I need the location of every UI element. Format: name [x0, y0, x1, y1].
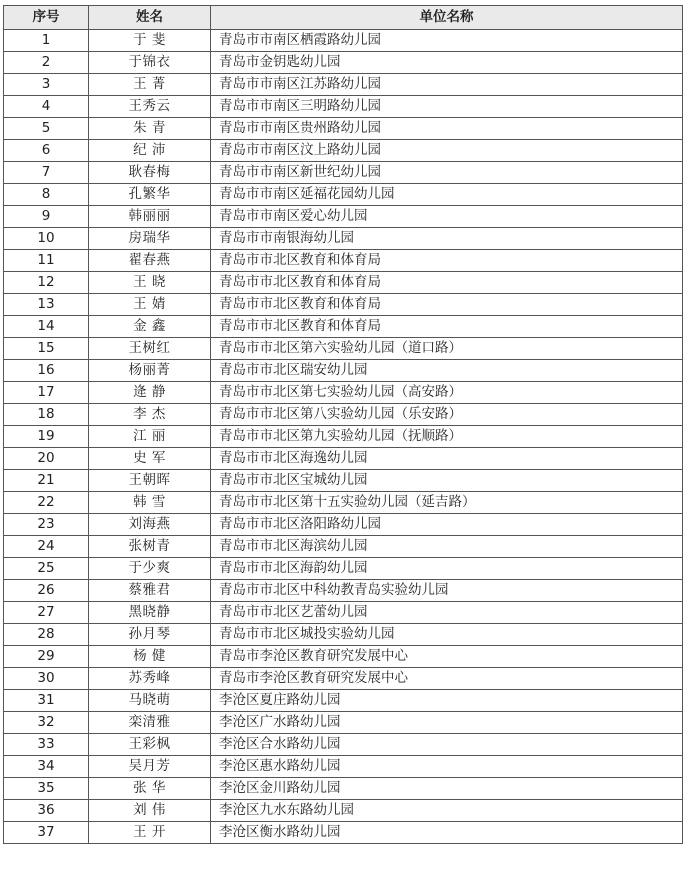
- row-org-cell: 青岛市市北区第七实验幼儿园（高安路）: [211, 382, 683, 404]
- table-row: [4, 558, 683, 580]
- table-row: [4, 338, 683, 360]
- row-name-cell: 马晓萌: [89, 690, 211, 712]
- table-row: [4, 74, 683, 96]
- row-name-cell: 于锦衣: [89, 52, 211, 74]
- table-row: [4, 712, 683, 734]
- table-row: [4, 822, 683, 844]
- row-name-cell: 张树青: [89, 536, 211, 558]
- row-org-cell: 青岛市市北区瑞安幼儿园: [211, 360, 683, 382]
- row-index-cell: 14: [4, 316, 89, 338]
- row-org-cell: 青岛市市南区爱心幼儿园: [211, 206, 683, 228]
- row-org-cell: 青岛市市南区栖霞路幼儿园: [211, 30, 683, 52]
- row-index-cell: 17: [4, 382, 89, 404]
- row-index-cell: 22: [4, 492, 89, 514]
- row-org-cell: 青岛市金钥匙幼儿园: [211, 52, 683, 74]
- table-row: [4, 514, 683, 536]
- row-org-cell: 青岛市市南区贵州路幼儿园: [211, 118, 683, 140]
- row-org-cell: 李沧区夏庄路幼儿园: [211, 690, 683, 712]
- row-index-cell: 18: [4, 404, 89, 426]
- row-name-cell: 杨 健: [89, 646, 211, 668]
- row-name-cell: 刘 伟: [89, 800, 211, 822]
- row-index-cell: 25: [4, 558, 89, 580]
- table-row: [4, 690, 683, 712]
- row-name-cell: 王 晓: [89, 272, 211, 294]
- row-index-cell: 31: [4, 690, 89, 712]
- table-row: [4, 536, 683, 558]
- row-org-cell: 青岛市李沧区教育研究发展中心: [211, 646, 683, 668]
- row-org-cell: 青岛市市南区延福花园幼儿园: [211, 184, 683, 206]
- table-row: [4, 316, 683, 338]
- row-org-cell: 青岛市市北区第六实验幼儿园（道口路）: [211, 338, 683, 360]
- table-row: [4, 426, 683, 448]
- row-index-cell: 23: [4, 514, 89, 536]
- row-org-cell: 青岛市市北区教育和体育局: [211, 272, 683, 294]
- row-org-cell: 李沧区金川路幼儿园: [211, 778, 683, 800]
- row-name-cell: 江 丽: [89, 426, 211, 448]
- row-org-cell: 李沧区衡水路幼儿园: [211, 822, 683, 844]
- row-index-cell: 10: [4, 228, 89, 250]
- row-org-cell: 李沧区广水路幼儿园: [211, 712, 683, 734]
- roster-table: [3, 5, 683, 844]
- row-index-cell: 26: [4, 580, 89, 602]
- row-org-cell: 青岛市市北区宝城幼儿园: [211, 470, 683, 492]
- row-name-cell: 王彩枫: [89, 734, 211, 756]
- row-index-cell: 5: [4, 118, 89, 140]
- row-index-cell: 29: [4, 646, 89, 668]
- table-row: [4, 646, 683, 668]
- row-name-cell: 王 开: [89, 822, 211, 844]
- row-name-cell: 孙月琴: [89, 624, 211, 646]
- row-name-cell: 吴月芳: [89, 756, 211, 778]
- table-row: [4, 118, 683, 140]
- row-name-cell: 朱 青: [89, 118, 211, 140]
- row-name-cell: 栾清雅: [89, 712, 211, 734]
- row-org-cell: 青岛市市北区海韵幼儿园: [211, 558, 683, 580]
- row-org-cell: 青岛市市北区艺蕾幼儿园: [211, 602, 683, 624]
- row-org-cell: 青岛市市南区三明路幼儿园: [211, 96, 683, 118]
- row-index-cell: 27: [4, 602, 89, 624]
- row-name-cell: 王 婧: [89, 294, 211, 316]
- row-org-cell: 青岛市市南区汶上路幼儿园: [211, 140, 683, 162]
- table-header: [4, 6, 683, 30]
- table-row: [4, 602, 683, 624]
- row-name-cell: 刘海燕: [89, 514, 211, 536]
- row-org-cell: 李沧区九水东路幼儿园: [211, 800, 683, 822]
- table-row: [4, 184, 683, 206]
- table-row: [4, 360, 683, 382]
- row-index-cell: 36: [4, 800, 89, 822]
- table-row: [4, 250, 683, 272]
- row-name-cell: 李 杰: [89, 404, 211, 426]
- table-row: [4, 668, 683, 690]
- row-org-cell: 青岛市市北区洛阳路幼儿园: [211, 514, 683, 536]
- row-name-cell: 史 军: [89, 448, 211, 470]
- table-row: [4, 140, 683, 162]
- row-org-cell: 青岛市市北区第九实验幼儿园（抚顺路）: [211, 426, 683, 448]
- table-row: [4, 294, 683, 316]
- row-name-cell: 孔繁华: [89, 184, 211, 206]
- row-org-cell: 青岛市市北区教育和体育局: [211, 250, 683, 272]
- row-index-cell: 12: [4, 272, 89, 294]
- table-row: [4, 162, 683, 184]
- row-name-cell: 黑晓静: [89, 602, 211, 624]
- row-index-cell: 35: [4, 778, 89, 800]
- header-name: 姓名: [89, 6, 211, 30]
- row-index-cell: 4: [4, 96, 89, 118]
- row-index-cell: 9: [4, 206, 89, 228]
- row-index-cell: 16: [4, 360, 89, 382]
- row-name-cell: 韩丽丽: [89, 206, 211, 228]
- row-org-cell: 青岛市市北区第十五实验幼儿园（延吉路）: [211, 492, 683, 514]
- row-index-cell: 13: [4, 294, 89, 316]
- header-org: 单位名称: [211, 6, 683, 30]
- row-name-cell: 于少爽: [89, 558, 211, 580]
- row-index-cell: 21: [4, 470, 89, 492]
- table-row: [4, 492, 683, 514]
- row-index-cell: 32: [4, 712, 89, 734]
- row-name-cell: 翟春燕: [89, 250, 211, 272]
- row-index-cell: 30: [4, 668, 89, 690]
- row-name-cell: 于 斐: [89, 30, 211, 52]
- table-body: [4, 30, 683, 844]
- table-row: [4, 800, 683, 822]
- row-name-cell: 耿春梅: [89, 162, 211, 184]
- table-row: [4, 382, 683, 404]
- table-row: [4, 624, 683, 646]
- row-org-cell: 青岛市市南银海幼儿园: [211, 228, 683, 250]
- row-index-cell: 1: [4, 30, 89, 52]
- table-row: [4, 448, 683, 470]
- table-row: [4, 404, 683, 426]
- row-name-cell: 纪 沛: [89, 140, 211, 162]
- row-index-cell: 24: [4, 536, 89, 558]
- row-name-cell: 王树红: [89, 338, 211, 360]
- row-name-cell: 房瑞华: [89, 228, 211, 250]
- row-name-cell: 王朝晖: [89, 470, 211, 492]
- row-name-cell: 王秀云: [89, 96, 211, 118]
- row-org-cell: 青岛市市北区教育和体育局: [211, 294, 683, 316]
- row-org-cell: 青岛市市北区第八实验幼儿园（乐安路）: [211, 404, 683, 426]
- row-index-cell: 19: [4, 426, 89, 448]
- row-index-cell: 3: [4, 74, 89, 96]
- row-org-cell: 青岛市李沧区教育研究发展中心: [211, 668, 683, 690]
- table-row: [4, 580, 683, 602]
- table-row: [4, 470, 683, 492]
- row-index-cell: 2: [4, 52, 89, 74]
- row-name-cell: 金 鑫: [89, 316, 211, 338]
- table-row: [4, 228, 683, 250]
- row-index-cell: 34: [4, 756, 89, 778]
- row-index-cell: 37: [4, 822, 89, 844]
- table-row: [4, 52, 683, 74]
- row-index-cell: 28: [4, 624, 89, 646]
- table-row: [4, 778, 683, 800]
- header-row: [4, 6, 683, 30]
- table-row: [4, 756, 683, 778]
- row-name-cell: 苏秀峰: [89, 668, 211, 690]
- row-name-cell: 王 菁: [89, 74, 211, 96]
- row-index-cell: 33: [4, 734, 89, 756]
- row-org-cell: 青岛市市南区江苏路幼儿园: [211, 74, 683, 96]
- row-index-cell: 11: [4, 250, 89, 272]
- row-index-cell: 20: [4, 448, 89, 470]
- row-index-cell: 8: [4, 184, 89, 206]
- row-index-cell: 6: [4, 140, 89, 162]
- row-org-cell: 青岛市市北区中科幼教青岛实验幼儿园: [211, 580, 683, 602]
- row-index-cell: 7: [4, 162, 89, 184]
- row-org-cell: 李沧区惠水路幼儿园: [211, 756, 683, 778]
- row-index-cell: 15: [4, 338, 89, 360]
- row-org-cell: 青岛市市北区海滨幼儿园: [211, 536, 683, 558]
- row-name-cell: 韩 雪: [89, 492, 211, 514]
- row-org-cell: 青岛市市南区新世纪幼儿园: [211, 162, 683, 184]
- table-row: [4, 734, 683, 756]
- table-row: [4, 206, 683, 228]
- row-org-cell: 李沧区合水路幼儿园: [211, 734, 683, 756]
- row-name-cell: 张 华: [89, 778, 211, 800]
- row-org-cell: 青岛市市北区海逸幼儿园: [211, 448, 683, 470]
- table-row: [4, 96, 683, 118]
- header-index: 序号: [4, 6, 89, 30]
- row-name-cell: 逄 静: [89, 382, 211, 404]
- table-row: [4, 272, 683, 294]
- row-name-cell: 蔡雅君: [89, 580, 211, 602]
- table-row: [4, 30, 683, 52]
- row-name-cell: 杨丽菁: [89, 360, 211, 382]
- row-org-cell: 青岛市市北区教育和体育局: [211, 316, 683, 338]
- row-org-cell: 青岛市市北区城投实验幼儿园: [211, 624, 683, 646]
